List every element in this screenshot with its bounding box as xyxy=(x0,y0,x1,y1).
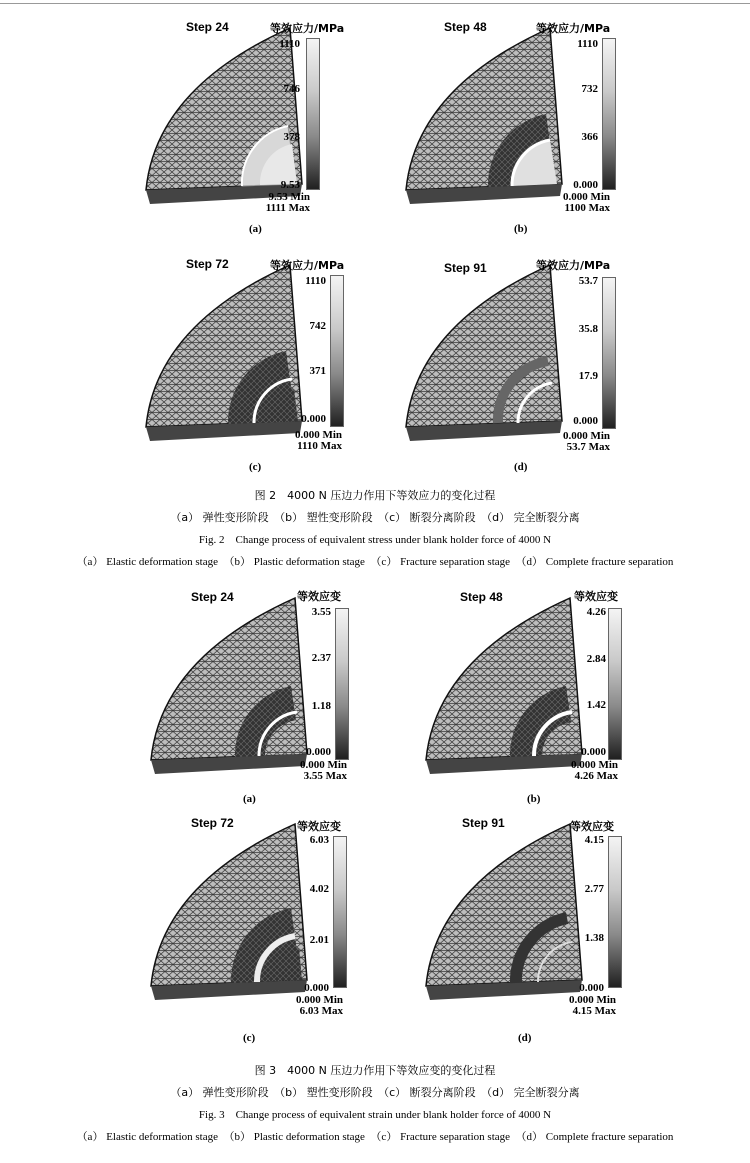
tick-label: 2.37 xyxy=(311,652,331,664)
min-value: 0.000 Min xyxy=(299,759,347,771)
panel-label: (c) xyxy=(243,1032,256,1044)
panel-label: (a) xyxy=(243,793,256,805)
fe-mesh-sector xyxy=(400,18,570,218)
subcaption-en: （a） Elastic deformation stage （b） Plastic deformation stage （c） Fracture separation stage （d） Complete fracture separation xyxy=(76,556,674,568)
color-bar xyxy=(333,836,347,988)
tick-label: 1.38 xyxy=(584,932,604,944)
tick-label: 0.000 xyxy=(579,982,604,994)
tick-label: 9.53 xyxy=(280,179,300,191)
tick-label: 371 xyxy=(309,365,326,377)
tick-label: 17.9 xyxy=(578,370,598,382)
panel-label: (d) xyxy=(518,1032,532,1044)
color-bar xyxy=(330,275,344,427)
tick-label: 4.26 xyxy=(586,606,606,618)
subcaption-en: （a） Elastic deformation stage （b） Plastic deformation stage （c） Fracture separation stage （d） Complete fracture separation xyxy=(76,1131,674,1143)
min-value: 0.000 Min xyxy=(570,759,618,771)
figure-caption-en: Fig. 2 Change process of equivalent stress under blank holder force of 4000 N xyxy=(198,534,552,546)
tick-label: 732 xyxy=(581,83,598,95)
fe-mesh-sector xyxy=(420,588,590,788)
legend-title: 等效应力/MPa xyxy=(270,259,345,272)
tick-label: 0.000 xyxy=(306,746,331,758)
max-value: 1100 Max xyxy=(564,202,610,214)
max-value: 6.03 Max xyxy=(299,1005,343,1017)
subcaption-zh: （a） 弹性变形阶段 （b） 塑性变形阶段 （c） 断裂分离阶段 （d） 完全断裂分离 xyxy=(170,1086,580,1099)
max-value: 1111 Max xyxy=(265,202,310,214)
panel-label: (d) xyxy=(514,461,528,473)
tick-label: 3.55 xyxy=(311,606,331,618)
tick-label: 35.8 xyxy=(578,323,598,335)
tick-label: 0.000 xyxy=(573,179,598,191)
tick-label: 1.18 xyxy=(311,700,331,712)
max-value: 3.55 Max xyxy=(303,770,347,782)
tick-label: 1110 xyxy=(279,38,300,50)
min-value: 0.000 Min xyxy=(294,429,342,441)
color-bar xyxy=(608,836,622,988)
tick-label: 0.000 xyxy=(581,746,606,758)
tick-label: 1110 xyxy=(577,38,598,50)
tick-label: 2.01 xyxy=(309,934,329,946)
min-value: 0.000 Min xyxy=(568,994,616,1006)
color-bar xyxy=(608,608,622,760)
tick-label: 746 xyxy=(283,83,300,95)
max-value: 1110 Max xyxy=(297,440,342,452)
tick-label: 6.03 xyxy=(309,834,329,846)
tick-label: 366 xyxy=(581,131,598,143)
tick-label: 0.000 xyxy=(573,415,598,427)
step-label: Step 48 xyxy=(460,590,503,604)
tick-label: 0.000 xyxy=(304,982,329,994)
fig3-panel-b xyxy=(420,588,720,788)
fig3-panel-a xyxy=(145,588,445,788)
tick-label: 1110 xyxy=(305,275,326,287)
panel-label: (b) xyxy=(514,223,528,235)
step-label: Step 91 xyxy=(444,261,487,275)
step-label: Step 24 xyxy=(191,590,234,604)
color-bar xyxy=(306,38,320,190)
fig2-panel-c xyxy=(140,255,440,455)
tick-label: 4.02 xyxy=(309,883,329,895)
fig3-panel-c xyxy=(145,814,445,1017)
tick-label: 2.77 xyxy=(584,883,604,895)
legend-title: 等效应力/MPa xyxy=(270,22,345,35)
top-rule xyxy=(0,3,750,4)
legend-title: 等效应变 xyxy=(570,820,614,833)
legend-title: 等效应变 xyxy=(297,820,341,833)
tick-label: 53.7 xyxy=(578,275,598,287)
legend-title: 等效应力/MPa xyxy=(536,259,611,272)
tick-label: 1.42 xyxy=(586,699,606,711)
panel-label: (b) xyxy=(527,793,541,805)
min-value: 0.000 Min xyxy=(562,430,610,442)
max-value: 4.26 Max xyxy=(574,770,618,782)
fig2-panel-d xyxy=(400,255,700,455)
color-bar xyxy=(335,608,349,760)
subcaption-zh: （a） 弹性变形阶段 （b） 塑性变形阶段 （c） 断裂分离阶段 （d） 完全断裂分离 xyxy=(170,511,580,524)
tick-label: 0.000 xyxy=(301,413,326,425)
min-value: 9.53 Min xyxy=(268,191,310,203)
fig2-panel-b xyxy=(400,18,700,218)
step-label: Step 72 xyxy=(186,257,229,271)
tick-label: 378 xyxy=(283,131,300,143)
tick-label: 4.15 xyxy=(584,834,604,846)
figure-caption-en: Fig. 3 Change process of equivalent strain under blank holder force of 4000 N xyxy=(198,1109,552,1121)
color-bar xyxy=(602,277,616,429)
step-label: Step 91 xyxy=(462,816,505,830)
max-value: 53.7 Max xyxy=(566,441,610,453)
legend-title: 等效应变 xyxy=(297,590,341,603)
color-bar xyxy=(602,38,616,190)
panel-label: (c) xyxy=(249,461,262,473)
min-value: 0.000 Min xyxy=(562,191,610,203)
step-label: Step 24 xyxy=(186,20,229,34)
max-value: 4.15 Max xyxy=(572,1005,616,1017)
fe-mesh-sector xyxy=(145,588,315,788)
fig3-panel-d xyxy=(420,814,720,1017)
legend-title: 等效应变 xyxy=(574,590,618,603)
step-label: Step 72 xyxy=(191,816,234,830)
fe-mesh-sector xyxy=(400,255,570,455)
tick-label: 2.84 xyxy=(586,653,606,665)
fig2-panel-a xyxy=(140,18,440,218)
legend-title: 等效应力/MPa xyxy=(536,22,611,35)
tick-label: 742 xyxy=(309,320,326,332)
figure-caption-zh: 图 2 4000 N 压边力作用下等效应力的变化过程 xyxy=(254,489,496,502)
figure-caption-zh: 图 3 4000 N 压边力作用下等效应变的变化过程 xyxy=(254,1064,496,1077)
min-value: 0.000 Min xyxy=(295,994,343,1006)
panel-label: (a) xyxy=(249,223,262,235)
step-label: Step 48 xyxy=(444,20,487,34)
